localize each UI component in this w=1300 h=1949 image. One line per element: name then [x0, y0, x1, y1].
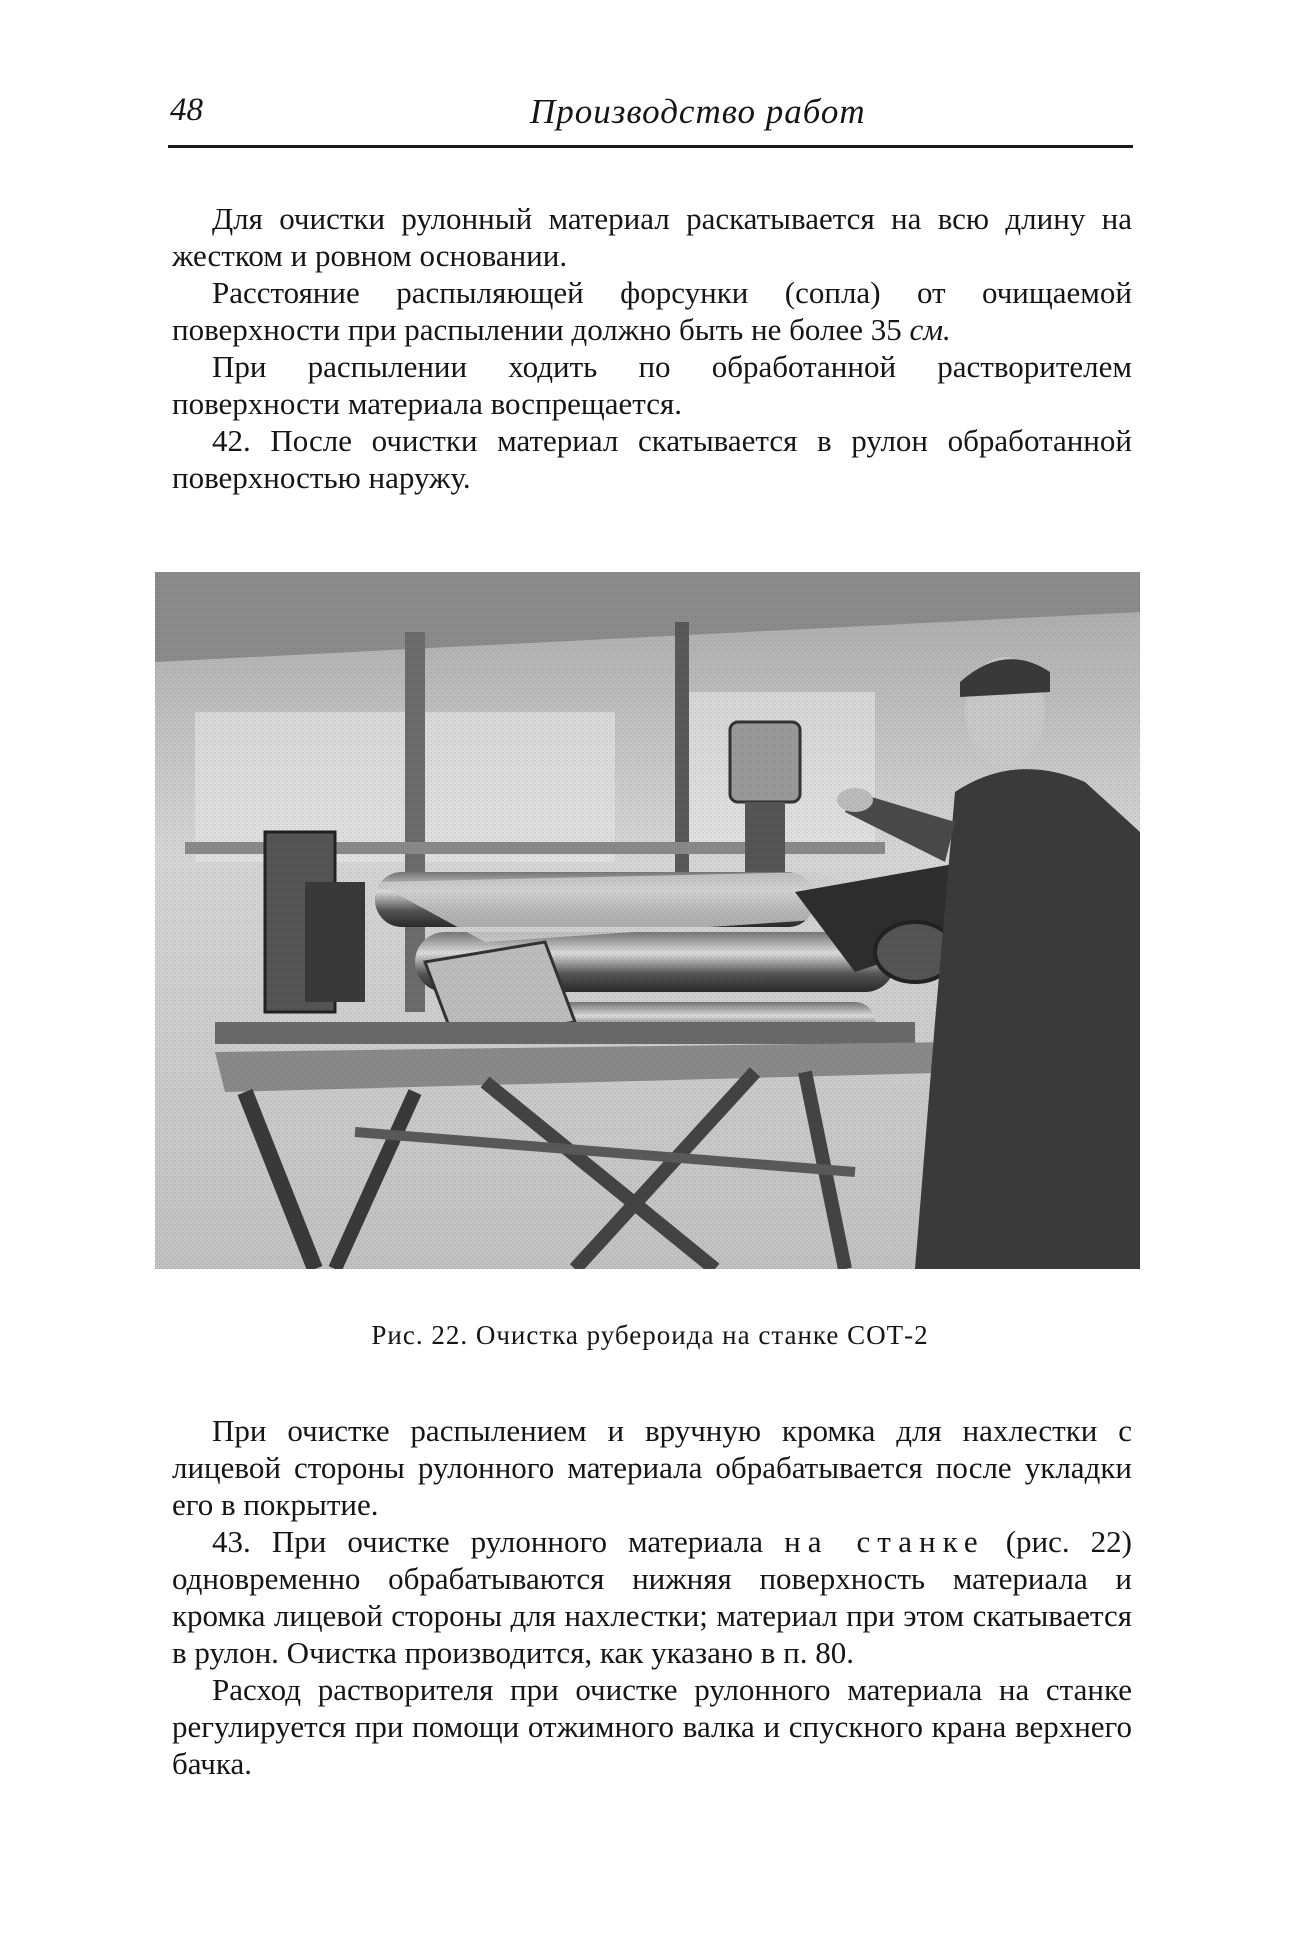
paragraph-unrolling: Для очистки рулонный материал раскатывается на всю длину на жестком и ровном основании.	[172, 201, 1132, 273]
paragraph-edge-treatment: При очистке распылением и вручную кромка для нахлестки с лицевой стороны рулонного материала обрабатывается после укладки его в покрытие.	[172, 1413, 1132, 1522]
paragraph-42: 42. После очистки материал скатывается в рулон обработанной поверхностью наружу.	[172, 423, 1132, 495]
page-number: 48	[170, 92, 203, 128]
unit-cm: см.	[909, 312, 951, 347]
running-title: Производство работ	[530, 92, 866, 131]
paragraph-walking-prohibited: При распылении ходить по обработанной растворителем поверхности материала воспрещается.	[172, 349, 1132, 421]
nozzle-distance-text: Расстояние распыляющей форсунки (сопла) от очищаемой поверхности при распылении должно быть не более 35	[172, 275, 1132, 347]
paragraph-solvent-consumption: Расход растворителя при очистке рулонного материала на станке регулируется при помощи отжимного валка и спускного крана верхнего бачка.	[172, 1672, 1132, 1781]
figure-photo	[155, 572, 1140, 1269]
paragraph-43	[172, 1523, 1132, 1671]
page-header	[170, 92, 1132, 140]
top-text	[172, 200, 1132, 496]
p43-spaced-emphasis: на станке	[784, 1524, 985, 1559]
header-rule	[168, 145, 1133, 148]
figure-caption: Рис. 22. Очистка рубероида на станке СОТ-2	[371, 1320, 929, 1350]
photo-machine-illustration	[155, 572, 1140, 1269]
bottom-text	[172, 1412, 1132, 1782]
paragraph-nozzle-distance	[172, 274, 1132, 348]
p43-start: 43. При очистке рулонного материала	[212, 1524, 764, 1559]
p43-rest: (рис. 22) одновременно обрабатываются нижняя поверхность материала и кромка лицевой стороны для нахлестки; материал при этом скатывается в рулон. Очистка производится, как указано в п. 80.	[172, 1524, 1132, 1670]
